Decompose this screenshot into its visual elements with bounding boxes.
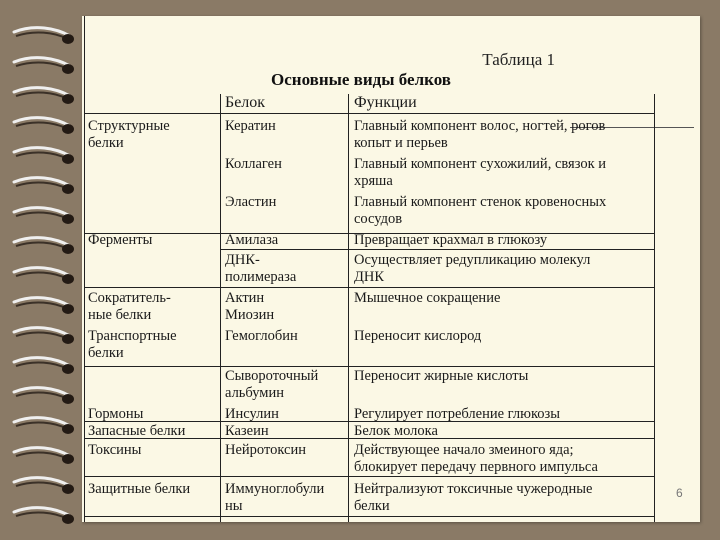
table-rule [654,94,655,522]
spiral-ring [4,116,76,138]
row-category: Транспортные белки [88,328,177,361]
table-rule [84,113,654,114]
row-function: Мышечное сокращение [354,290,501,306]
table-rule [84,516,654,517]
row-protein: ДНК- полимераза [225,252,297,285]
spiral-binding [0,0,82,540]
table-rule [84,16,85,522]
spiral-ring [4,56,76,78]
spiral-ring [4,146,76,168]
row-protein: Нейротоксин [225,442,307,458]
row-protein: Актин Миозин [225,290,275,323]
spiral-ring [4,386,76,408]
row-category: Защитные белки [88,481,191,497]
row-protein: Сывороточный альбумин [225,368,319,401]
row-function: Регулирует потребление глюкозы [354,406,560,422]
spiral-ring [4,326,76,348]
row-category: Структурные белки [88,118,170,151]
row-function: Главный компонент сухожилий, связок и хряша [354,156,607,189]
row-category: Токсины [88,442,142,458]
row-function: Белок молока [354,423,438,439]
row-category: Ферменты [88,232,153,248]
table-rule [84,476,654,477]
row-function: Осуществляет редупликацию молекул ДНК [354,252,591,285]
row-category: Запасные белки [88,423,186,439]
table-caption: Таблица 1 [482,50,555,69]
spiral-ring [4,296,76,318]
spiral-ring [4,446,76,468]
row-category: Сократитель- ные белки [88,290,171,323]
row-protein: Коллаген [225,156,282,172]
row-function: Переносит кислород [354,328,482,344]
row-protein: Гемоглобин [225,328,298,344]
page-number: 6 [676,486,683,500]
table-rule [220,94,221,522]
table-rule [84,287,654,288]
spiral-ring [4,86,76,108]
table-rule [220,249,654,250]
row-category: Гормоны [88,406,144,422]
row-protein: Иммуноглобули ны [225,481,325,514]
row-protein: Инсулин [225,406,279,422]
row-function: Главный компонент стенок кровеносных сосудов [354,194,607,227]
spiral-ring [4,506,76,528]
spiral-ring [4,236,76,258]
spiral-ring [4,416,76,438]
row-function: Превращает крахмал в глюкозу [354,232,548,248]
row-protein: Эластин [225,194,277,210]
row-function: Действующее начало змеиного яда; блокирует передачу первного импульса [354,442,598,475]
row-function: Переносит жирные кислоты [354,368,529,384]
spiral-ring [4,26,76,48]
spiral-ring [4,266,76,288]
row-protein: Кератин [225,118,276,134]
spiral-ring [4,176,76,198]
spiral-ring [4,356,76,378]
slide-page [82,16,700,522]
table-rule [84,366,654,367]
table-title: Основные виды белков [271,70,451,89]
header-protein: Белок [225,94,266,111]
table-rule [348,94,349,522]
row-function: Нейтрализуют токсичные чужеродные белки [354,481,593,514]
row-function: Главный компонент волос, ногтей, рогов копыт и перьев [354,118,606,151]
spiral-ring [4,206,76,228]
row-protein: Казеин [225,423,269,439]
header-function: Функции [354,94,417,111]
row-protein: Амилаза [225,232,279,248]
spiral-ring [4,476,76,498]
